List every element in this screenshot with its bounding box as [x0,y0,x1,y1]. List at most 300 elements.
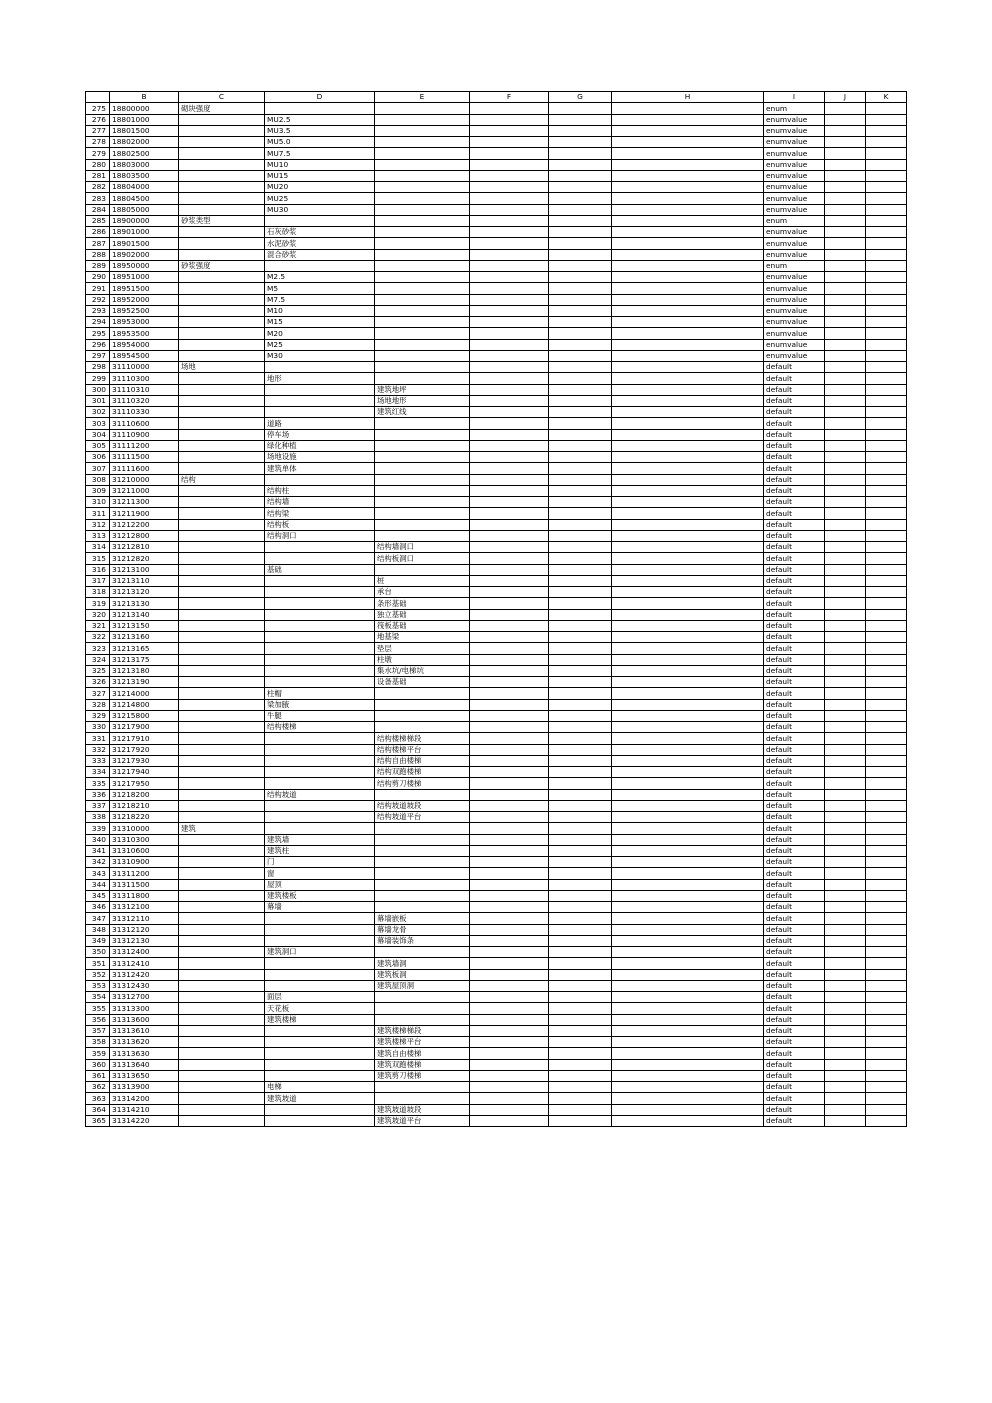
cell-g[interactable] [549,778,612,789]
cell-h[interactable] [612,519,764,530]
cell-type[interactable]: default [764,474,825,485]
cell-g[interactable] [549,609,612,620]
cell-row-number[interactable]: 344 [86,879,110,890]
cell-level1[interactable]: 结构 [179,474,265,485]
cell-row-number[interactable]: 346 [86,902,110,913]
cell-code[interactable]: 31213190 [110,677,179,688]
cell-row-number[interactable]: 314 [86,542,110,553]
cell-level3[interactable]: 建筑楼梯梯段 [375,1025,470,1036]
column-header[interactable]: H [612,92,764,103]
cell-f[interactable] [470,339,549,350]
cell-k[interactable] [866,440,907,451]
cell-level2[interactable] [265,362,375,373]
cell-k[interactable] [866,609,907,620]
cell-f[interactable] [470,699,549,710]
cell-level2[interactable]: 结构楼梯 [265,722,375,733]
cell-row-number[interactable]: 295 [86,328,110,339]
cell-j[interactable] [825,575,866,586]
cell-j[interactable] [825,1070,866,1081]
cell-j[interactable] [825,170,866,181]
cell-code[interactable]: 31314200 [110,1093,179,1104]
cell-j[interactable] [825,868,866,879]
cell-k[interactable] [866,767,907,778]
cell-row-number[interactable]: 351 [86,958,110,969]
cell-row-number[interactable]: 342 [86,857,110,868]
cell-code[interactable]: 31213160 [110,632,179,643]
cell-type[interactable]: default [764,485,825,496]
cell-level3[interactable] [375,823,470,834]
cell-code[interactable]: 31211300 [110,497,179,508]
cell-g[interactable] [549,407,612,418]
cell-level2[interactable]: 屋顶 [265,879,375,890]
cell-g[interactable] [549,1070,612,1081]
cell-f[interactable] [470,868,549,879]
cell-row-number[interactable]: 326 [86,677,110,688]
cell-f[interactable] [470,980,549,991]
cell-f[interactable] [470,474,549,485]
cell-h[interactable] [612,1048,764,1059]
cell-code[interactable]: 31310900 [110,857,179,868]
cell-level1[interactable]: 砂浆类型 [179,215,265,226]
cell-level2[interactable] [265,215,375,226]
cell-row-number[interactable]: 290 [86,272,110,283]
cell-level3[interactable] [375,182,470,193]
cell-level1[interactable] [179,609,265,620]
cell-level2[interactable] [265,1104,375,1115]
cell-row-number[interactable]: 292 [86,294,110,305]
cell-level1[interactable]: 砌块强度 [179,103,265,114]
cell-level3[interactable] [375,362,470,373]
cell-level1[interactable] [179,722,265,733]
cell-g[interactable] [549,339,612,350]
cell-level3[interactable]: 独立基础 [375,609,470,620]
cell-h[interactable] [612,958,764,969]
cell-j[interactable] [825,958,866,969]
cell-level2[interactable] [265,632,375,643]
cell-k[interactable] [866,1093,907,1104]
cell-level2[interactable] [265,812,375,823]
cell-level1[interactable] [179,958,265,969]
cell-row-number[interactable]: 313 [86,530,110,541]
cell-h[interactable] [612,1115,764,1126]
cell-code[interactable]: 18901000 [110,227,179,238]
cell-k[interactable] [866,474,907,485]
cell-k[interactable] [866,992,907,1003]
cell-h[interactable] [612,384,764,395]
cell-k[interactable] [866,193,907,204]
cell-j[interactable] [825,620,866,631]
cell-level1[interactable] [179,575,265,586]
cell-f[interactable] [470,857,549,868]
cell-k[interactable] [866,924,907,935]
cell-f[interactable] [470,542,549,553]
cell-type[interactable]: enumvalue [764,294,825,305]
cell-k[interactable] [866,857,907,868]
cell-level1[interactable] [179,193,265,204]
cell-h[interactable] [612,272,764,283]
cell-code[interactable]: 18954000 [110,339,179,350]
cell-level2[interactable]: 建筑坡道 [265,1093,375,1104]
cell-code[interactable]: 18951000 [110,272,179,283]
cell-h[interactable] [612,1070,764,1081]
cell-g[interactable] [549,317,612,328]
cell-f[interactable] [470,598,549,609]
cell-g[interactable] [549,170,612,181]
cell-level2[interactable] [265,587,375,598]
cell-level2[interactable] [265,913,375,924]
cell-row-number[interactable]: 301 [86,395,110,406]
cell-j[interactable] [825,733,866,744]
cell-level3[interactable] [375,249,470,260]
cell-f[interactable] [470,755,549,766]
cell-g[interactable] [549,384,612,395]
cell-level2[interactable]: 门 [265,857,375,868]
cell-k[interactable] [866,902,907,913]
cell-j[interactable] [825,148,866,159]
cell-h[interactable] [612,440,764,451]
cell-level2[interactable]: MU20 [265,182,375,193]
cell-level1[interactable] [179,980,265,991]
cell-code[interactable]: 31110900 [110,429,179,440]
cell-type[interactable]: enum [764,215,825,226]
cell-code[interactable]: 18953500 [110,328,179,339]
cell-code[interactable]: 31310300 [110,834,179,845]
cell-type[interactable]: default [764,1037,825,1048]
cell-code[interactable]: 31111200 [110,440,179,451]
cell-level2[interactable] [265,980,375,991]
cell-g[interactable] [549,204,612,215]
cell-level1[interactable] [179,384,265,395]
cell-h[interactable] [612,632,764,643]
cell-level1[interactable] [179,305,265,316]
cell-type[interactable]: enumvalue [764,114,825,125]
cell-h[interactable] [612,643,764,654]
cell-j[interactable] [825,947,866,958]
cell-h[interactable] [612,924,764,935]
cell-level2[interactable] [265,553,375,564]
cell-level1[interactable] [179,800,265,811]
cell-j[interactable] [825,767,866,778]
cell-level1[interactable] [179,620,265,631]
cell-h[interactable] [612,812,764,823]
cell-row-number[interactable]: 306 [86,452,110,463]
cell-row-number[interactable]: 356 [86,1014,110,1025]
cell-type[interactable]: default [764,1025,825,1036]
cell-level1[interactable] [179,249,265,260]
cell-code[interactable]: 18805000 [110,204,179,215]
cell-level3[interactable] [375,530,470,541]
cell-level2[interactable] [265,1048,375,1059]
cell-row-number[interactable]: 303 [86,418,110,429]
cell-g[interactable] [549,1048,612,1059]
cell-type[interactable]: default [764,677,825,688]
cell-h[interactable] [612,902,764,913]
cell-h[interactable] [612,1037,764,1048]
cell-k[interactable] [866,812,907,823]
cell-level1[interactable] [179,665,265,676]
cell-row-number[interactable]: 294 [86,317,110,328]
cell-k[interactable] [866,362,907,373]
cell-k[interactable] [866,643,907,654]
cell-type[interactable]: enumvalue [764,159,825,170]
cell-level2[interactable]: 基础 [265,564,375,575]
cell-f[interactable] [470,283,549,294]
cell-level2[interactable] [265,1115,375,1126]
cell-f[interactable] [470,902,549,913]
cell-f[interactable] [470,249,549,260]
cell-level1[interactable] [179,238,265,249]
cell-k[interactable] [866,429,907,440]
cell-k[interactable] [866,294,907,305]
cell-type[interactable]: default [764,587,825,598]
cell-k[interactable] [866,1104,907,1115]
cell-type[interactable]: enumvalue [764,148,825,159]
cell-level1[interactable] [179,1104,265,1115]
cell-level1[interactable] [179,1070,265,1081]
cell-level3[interactable] [375,992,470,1003]
cell-type[interactable]: default [764,575,825,586]
cell-f[interactable] [470,170,549,181]
cell-level3[interactable] [375,902,470,913]
cell-code[interactable]: 18804500 [110,193,179,204]
cell-row-number[interactable]: 341 [86,845,110,856]
cell-h[interactable] [612,542,764,553]
cell-f[interactable] [470,1014,549,1025]
cell-code[interactable]: 31214800 [110,699,179,710]
cell-type[interactable]: default [764,620,825,631]
cell-f[interactable] [470,238,549,249]
cell-f[interactable] [470,452,549,463]
cell-h[interactable] [612,699,764,710]
cell-level2[interactable]: M15 [265,317,375,328]
cell-row-number[interactable]: 339 [86,823,110,834]
cell-g[interactable] [549,350,612,361]
cell-h[interactable] [612,1025,764,1036]
cell-type[interactable]: default [764,947,825,958]
cell-type[interactable]: default [764,1115,825,1126]
cell-level3[interactable] [375,114,470,125]
cell-code[interactable]: 31312700 [110,992,179,1003]
cell-k[interactable] [866,204,907,215]
cell-code[interactable]: 31218220 [110,812,179,823]
cell-k[interactable] [866,283,907,294]
cell-k[interactable] [866,800,907,811]
cell-code[interactable]: 31110600 [110,418,179,429]
cell-row-number[interactable]: 299 [86,373,110,384]
cell-row-number[interactable]: 361 [86,1070,110,1081]
cell-j[interactable] [825,339,866,350]
cell-g[interactable] [549,542,612,553]
cell-row-number[interactable]: 364 [86,1104,110,1115]
cell-j[interactable] [825,260,866,271]
cell-row-number[interactable]: 278 [86,137,110,148]
cell-level3[interactable]: 垫层 [375,643,470,654]
cell-level2[interactable]: 窗 [265,868,375,879]
cell-j[interactable] [825,418,866,429]
cell-level2[interactable] [265,677,375,688]
cell-j[interactable] [825,890,866,901]
cell-level3[interactable]: 建筑楼梯平台 [375,1037,470,1048]
cell-j[interactable] [825,238,866,249]
cell-row-number[interactable]: 308 [86,474,110,485]
cell-g[interactable] [549,103,612,114]
cell-f[interactable] [470,992,549,1003]
cell-j[interactable] [825,1093,866,1104]
cell-k[interactable] [866,182,907,193]
cell-g[interactable] [549,463,612,474]
cell-h[interactable] [612,238,764,249]
cell-row-number[interactable]: 333 [86,755,110,766]
cell-f[interactable] [470,148,549,159]
cell-level3[interactable] [375,722,470,733]
cell-type[interactable]: default [764,845,825,856]
cell-g[interactable] [549,879,612,890]
cell-row-number[interactable]: 317 [86,575,110,586]
cell-level2[interactable]: 结构板 [265,519,375,530]
cell-row-number[interactable]: 335 [86,778,110,789]
cell-level1[interactable] [179,418,265,429]
cell-type[interactable]: enumvalue [764,137,825,148]
cell-g[interactable] [549,845,612,856]
cell-row-number[interactable]: 283 [86,193,110,204]
cell-g[interactable] [549,665,612,676]
cell-type[interactable]: default [764,913,825,924]
cell-code[interactable]: 31110320 [110,395,179,406]
cell-level1[interactable] [179,767,265,778]
cell-type[interactable]: default [764,744,825,755]
cell-level1[interactable] [179,1003,265,1014]
cell-level3[interactable]: 结构墙洞口 [375,542,470,553]
cell-k[interactable] [866,620,907,631]
cell-row-number[interactable]: 316 [86,564,110,575]
cell-row-number[interactable]: 305 [86,440,110,451]
cell-g[interactable] [549,1093,612,1104]
cell-level2[interactable] [265,665,375,676]
cell-type[interactable]: default [764,958,825,969]
cell-k[interactable] [866,272,907,283]
cell-level1[interactable] [179,317,265,328]
cell-g[interactable] [549,1003,612,1014]
cell-g[interactable] [549,328,612,339]
cell-level3[interactable]: 结构坡道坡段 [375,800,470,811]
cell-level3[interactable] [375,328,470,339]
cell-level1[interactable] [179,890,265,901]
cell-code[interactable]: 18901500 [110,238,179,249]
cell-level3[interactable] [375,418,470,429]
cell-level2[interactable]: M30 [265,350,375,361]
cell-j[interactable] [825,688,866,699]
cell-row-number[interactable]: 276 [86,114,110,125]
cell-code[interactable]: 31110310 [110,384,179,395]
cell-j[interactable] [825,632,866,643]
cell-code[interactable]: 31213180 [110,665,179,676]
cell-type[interactable]: default [764,1070,825,1081]
cell-level3[interactable] [375,260,470,271]
cell-type[interactable]: enum [764,103,825,114]
cell-level3[interactable]: 柱墩 [375,654,470,665]
cell-h[interactable] [612,1003,764,1014]
cell-g[interactable] [549,935,612,946]
cell-level1[interactable] [179,182,265,193]
cell-level2[interactable]: 结构梁 [265,508,375,519]
cell-k[interactable] [866,845,907,856]
cell-k[interactable] [866,1070,907,1081]
cell-g[interactable] [549,215,612,226]
cell-type[interactable]: default [764,733,825,744]
cell-row-number[interactable]: 336 [86,789,110,800]
cell-j[interactable] [825,350,866,361]
cell-level2[interactable]: 结构坡道 [265,789,375,800]
cell-j[interactable] [825,508,866,519]
cell-h[interactable] [612,609,764,620]
cell-f[interactable] [470,1070,549,1081]
cell-j[interactable] [825,305,866,316]
cell-f[interactable] [470,530,549,541]
cell-code[interactable]: 31211000 [110,485,179,496]
cell-type[interactable]: default [764,767,825,778]
cell-k[interactable] [866,395,907,406]
cell-type[interactable]: default [764,778,825,789]
cell-level1[interactable] [179,935,265,946]
cell-h[interactable] [612,193,764,204]
cell-h[interactable] [612,969,764,980]
cell-j[interactable] [825,485,866,496]
cell-f[interactable] [470,710,549,721]
cell-code[interactable]: 31213140 [110,609,179,620]
cell-level1[interactable] [179,519,265,530]
cell-j[interactable] [825,182,866,193]
cell-type[interactable]: default [764,879,825,890]
cell-g[interactable] [549,632,612,643]
cell-code[interactable]: 31217930 [110,755,179,766]
cell-k[interactable] [866,249,907,260]
column-header[interactable]: B [110,92,179,103]
cell-level1[interactable] [179,373,265,384]
cell-k[interactable] [866,665,907,676]
cell-level3[interactable]: 建筑剪刀楼梯 [375,1070,470,1081]
cell-type[interactable]: default [764,969,825,980]
cell-type[interactable]: default [764,418,825,429]
cell-level1[interactable] [179,845,265,856]
cell-k[interactable] [866,148,907,159]
cell-g[interactable] [549,249,612,260]
cell-row-number[interactable]: 349 [86,935,110,946]
cell-level2[interactable]: 天花板 [265,1003,375,1014]
cell-j[interactable] [825,924,866,935]
cell-level2[interactable]: M5 [265,283,375,294]
cell-f[interactable] [470,744,549,755]
cell-level2[interactable] [265,474,375,485]
cell-f[interactable] [470,384,549,395]
cell-level2[interactable] [265,778,375,789]
cell-level1[interactable] [179,553,265,564]
cell-level2[interactable]: 建筑楼板 [265,890,375,901]
cell-h[interactable] [612,452,764,463]
cell-h[interactable] [612,879,764,890]
cell-row-number[interactable]: 289 [86,260,110,271]
cell-level1[interactable] [179,755,265,766]
cell-code[interactable]: 31311200 [110,868,179,879]
cell-level2[interactable]: MU25 [265,193,375,204]
cell-g[interactable] [549,947,612,958]
cell-g[interactable] [549,362,612,373]
cell-level3[interactable]: 条形基础 [375,598,470,609]
cell-k[interactable] [866,530,907,541]
cell-f[interactable] [470,632,549,643]
cell-g[interactable] [549,587,612,598]
cell-type[interactable]: enumvalue [764,317,825,328]
cell-level3[interactable]: 桩 [375,575,470,586]
